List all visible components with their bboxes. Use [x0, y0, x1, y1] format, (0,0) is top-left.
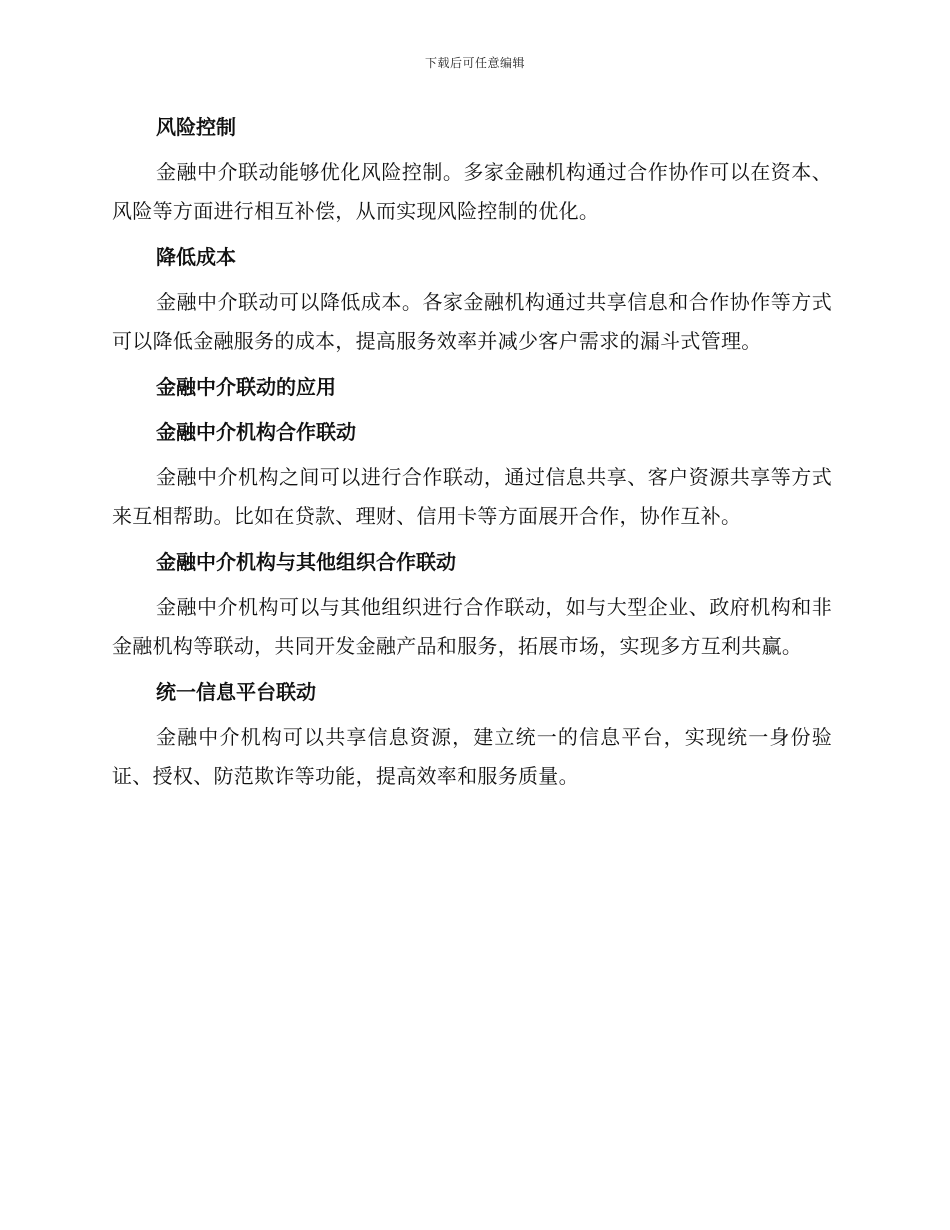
page-header-note: 下载后可任意编辑	[424, 56, 525, 70]
paragraph-unified-platform: 金融中介机构可以共享信息资源，建立统一的信息平台，实现统一身份验证、授权、防范欺诈等功能，提高效率和服务质量。	[112, 725, 832, 788]
paragraph-cost-reduction: 金融中介联动可以降低成本。各家金融机构通过共享信息和合作协作等方式可以降低金融服务的成本，提高服务效率并减少客户需求的漏斗式管理。	[112, 290, 832, 353]
section-heading-unified-platform: 统一信息平台联动	[156, 680, 316, 704]
paragraph-risk-control: 金融中介联动能够优化风险控制。多家金融机构通过合作协作可以在资本、风险等方面进行相互补偿，从而实现风险控制的优化。	[112, 160, 832, 223]
section-heading-cost-reduction: 降低成本	[156, 245, 236, 269]
paragraph-other-organizations: 金融中介机构可以与其他组织进行合作联动，如与大型企业、政府机构和非金融机构等联动，共同开发金融产品和服务，拓展市场，实现多方互利共赢。	[112, 595, 832, 658]
section-heading-risk-control: 风险控制	[156, 115, 236, 139]
section-heading-other-organizations: 金融中介机构与其他组织合作联动	[156, 550, 456, 574]
section-heading-applications: 金融中介联动的应用	[156, 375, 336, 399]
section-heading-intermediary-cooperation: 金融中介机构合作联动	[156, 420, 356, 444]
paragraph-intermediary-cooperation: 金融中介机构之间可以进行合作联动，通过信息共享、客户资源共享等方式来互相帮助。比如在贷款、理财、信用卡等方面展开合作，协作互补。	[112, 465, 832, 528]
document-body	[112, 108, 832, 796]
